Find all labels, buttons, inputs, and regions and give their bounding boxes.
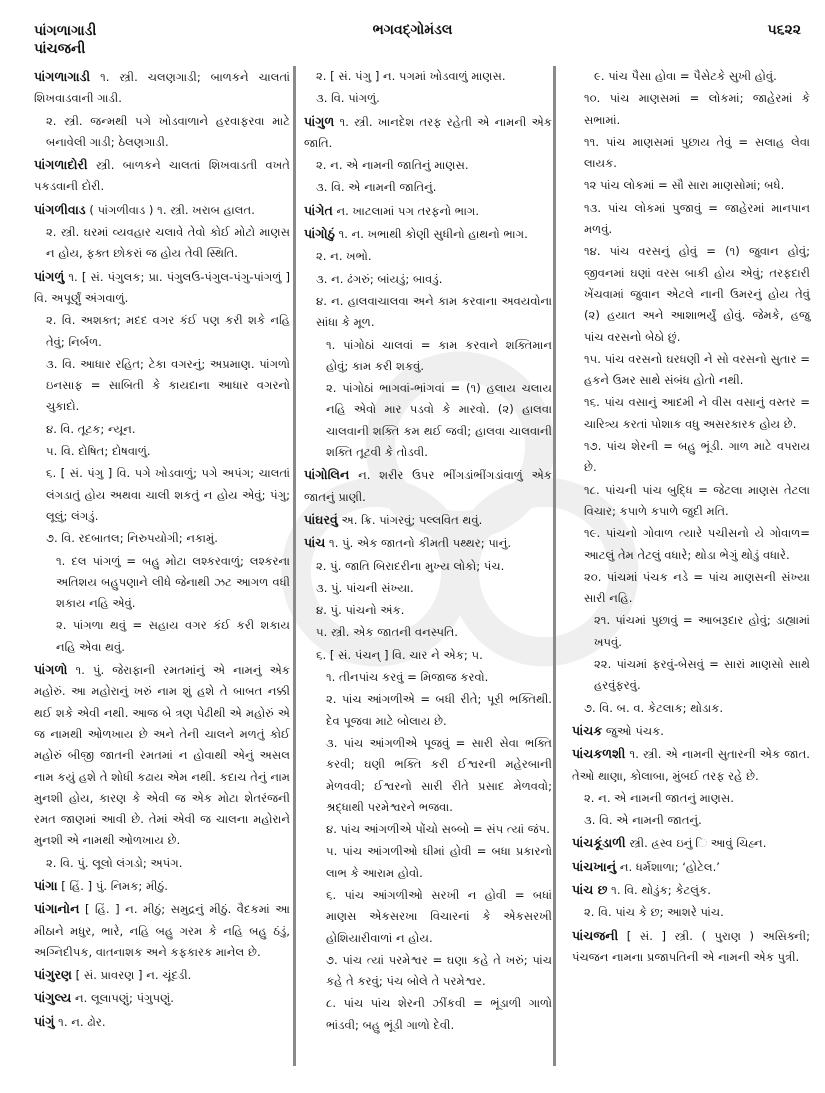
entry-sense [304, 950, 552, 993]
definition-text: ૨. વિ. પું. લૂલો લંગડો; અપંગ. [46, 855, 183, 870]
definition-text: ૧૭. પાંચ શેરની = બહુ ભૂંડી. ગાળ માટે વપરાય છે. [584, 439, 810, 475]
page-header [0, 22, 825, 62]
definition-text: ૯. પાંચ પૈસા હોવા = પૈસેટકે સુખી હોવું. [594, 69, 777, 83]
definition-text: ૧૨ પાંચ લોકમાં = સૌ સારા માણસોમાં; બધે. [584, 178, 785, 193]
definition-text: ૪. વિ. તૂટક; ન્યૂન. [46, 421, 136, 436]
definition-text: ૨. પાંગોઠાં ભાગવાં-ભાંગવાં = (૧) હલાય ચલાય નહિ એવો માર પડવો કે મારવો. (૨) હાલવા ચાલવાની શક્તિ કમ થઈ જવી; હાલવા ચાલવાની શક્તિ તૂટવી કે તોડવી. [326, 381, 552, 460]
entry-sense [304, 155, 552, 176]
definition-text: ૩. વિ. એ નામની જાતિનું. [316, 180, 437, 195]
entry-sense [572, 198, 810, 241]
entry-sense [304, 556, 552, 577]
book-title: ભગવદ્ગોમંડલ [372, 22, 453, 38]
entry-sense [572, 241, 810, 347]
definition-text: ૧. [ સં. પંગુલક; પ્રા. પંગુલઉ-પંગુલ-પંગુ-પાંગળું ] વિ. અપૂર્ણું અંગવાળું. [34, 269, 290, 305]
definition-text: ૫. સ્ત્રી. એક જાતની વનસ્પતિ. [316, 625, 458, 640]
entry-sense [304, 66, 552, 87]
dictionary-entry [304, 532, 552, 554]
entry-sense [304, 246, 552, 267]
entry-sense [304, 177, 552, 198]
entry-sense [572, 810, 810, 831]
definition-text: [ હિં. ] ન. મીઠું; સમુદ્રનું મીઠું. વૈદકમાં આ મીઠાને મધુર, ભારે, નહિ બહુ ગરમ કે નહિ બહુ ઠંડું, અગ્નિદીપક, વાતનાશક અને કફકારક માનેલ છે. [34, 902, 290, 959]
entry-sense [572, 788, 810, 809]
headword: પાંગાનોન [34, 901, 80, 917]
headword: પાંગળાદોરી [34, 157, 88, 173]
definition-text: ૧. વિ. થોડુંક; કેટલુંક. [607, 882, 711, 897]
entry-sense [304, 645, 552, 666]
headword: પાંગેત [304, 202, 333, 218]
headword: પાંચજની [572, 927, 619, 943]
entry-sense [34, 615, 290, 658]
headword: પાંગું [34, 1013, 55, 1029]
entry-sense [572, 480, 810, 523]
headword: પાંગોલિન [304, 467, 350, 483]
entry-sense [304, 600, 552, 621]
definition-text: ૬. પાંચ આંગળીઓ સરખી ન હોવી = બધાં માણસ એકસરખા વિચારનાં કે એકસરખી હોશિયારીવાળાં ન હોય. [326, 887, 552, 945]
definition-text: ૩. ન. ઢંગરું; બાંયડું; બાવડું. [316, 271, 443, 286]
definition-text: ૨. વિ. અશક્ત; મદદ વગર કંઈ પણ કરી શકે નહિ તેવું; નિર્બળ. [46, 313, 290, 349]
definition-text: ૩. પાંચ આંગળીએ પૂજવું = સારી સેવા ભક્તિ કરવી; ઘણી ભક્તિ કરી ઈશ્વરની મહેરબાની મેળવવી; ઈશ્વરનો સારી રીતે પ્રસાદ મેળવવો; શ્રદ્ધાથી પરમેશ્વરને ભજવા. [326, 735, 552, 814]
entry-sense [34, 419, 290, 440]
definition-text: ૧. પું. જેરાફાની રમતમાંનું એ નામનું એક મહોરું. આ મહોરાનું ખરું નામ શું હશે તે બાબત નક્કી થઈ શકે એવી નથી. આજ બે ત્રણ પેઢીથી એ મહોરું એ જ નામથી ઓળખાય છે અને તેની ચાલને મળતું કોઈ મહોરું બીજી જાતની રમતમાં ન હોવાથી એનું અસલ નામ કયું હશે તે શોધી કઢાય એમ નથી. કદાચ તેનું નામ મુનશી હોય, કારણ કે એવી જ એક મોટા શેતરંજની રમત જાણમાં આવી છે. તેમાં એવી જ ચાલના મહોરાને મુનશી એ નામથી ઓળખાય છે. [34, 663, 290, 848]
definition-text: સ્ત્રી. હ્રસ્વ ઇનું િ આવું ચિહ્ન. [625, 836, 767, 851]
dictionary-entry [34, 898, 290, 963]
entry-sense [572, 349, 810, 392]
definition-text: ૨. [ સં. પંગુ ] ન. પગમાં ખોડવાળું માણસ. [316, 69, 506, 83]
definition-text: ૨. પું. જાતિ બિરાદરીના મુખ્ય લોકો; પંચ. [316, 558, 505, 573]
entry-sense [34, 441, 290, 462]
definition-text: ૨૨. પાંચમાં ફરવું-બેસવું = સારાં માણસો સાથે હરવુંફરવું. [594, 657, 810, 693]
headword: પાંગળીવાડ [34, 201, 86, 217]
dictionary-entry [304, 223, 552, 245]
entry-sense [304, 335, 552, 378]
dictionary-entry [34, 266, 290, 310]
definition-text: ૧. પું. એક જાતનો કીમતી પથ્થર; પાનું. [325, 536, 512, 551]
definition-text: ૫. પાંચ આંગળીઓ ઘીમાં હોવી = બધા પ્રકારનો લાભ કે આરામ હોવો. [326, 844, 552, 880]
entry-sense [572, 175, 810, 196]
entry-sense [304, 841, 552, 884]
column-divider [553, 66, 556, 1066]
entry-sense [34, 853, 290, 874]
definition-text: ૪. ન. હાલવાચાલવા અને કામ કરવાના અવયવોના સાંધા કે મૂળ. [316, 293, 552, 330]
definition-text: [ સં. ] સ્ત્રી. ( પુરાણ ) અસિક્ની; પંચજન નામના પ્રજાપતિની એ નામની એક પુત્રી. [572, 928, 810, 964]
definition-text: ૧. સ્ત્રી. ખાનદેશ તરફ રહેતી એ નામની એક જાતિ. [304, 114, 552, 150]
entry-sense [304, 993, 552, 1036]
entry-sense [572, 698, 810, 719]
headword: પાંચ [304, 535, 326, 551]
definition-text: ૭. વિ. રદબાતલ; નિરુપયોગી; નકામું. [46, 531, 218, 546]
entry-sense [572, 567, 810, 610]
definition-text: ૨૧. પાંચમાં પુછાવું = આબરૂદાર હોવું; ડાહ્યામાં ખપવું. [594, 613, 810, 649]
definition-text: ૬. [ સં. પંચન્ ] વિ. ચાર ને એક; ૫. [316, 647, 483, 662]
headword: પાંચક [572, 722, 603, 738]
dictionary-entry [304, 200, 552, 222]
definition-text: ૧. સ્ત્રી. એ નામની સુતારની એક જાત. તેઓ થાણા, કોલાબા, મુંબઈ તરફ રહે છે. [572, 747, 810, 783]
dictionary-column-3 [572, 66, 810, 969]
headword: પાંચકૂંડાળી [572, 835, 626, 851]
definition-text: ન. ધર્મશાળા; ‘હોટેલ.’ [616, 859, 720, 874]
entry-sense [34, 310, 290, 353]
definition-text: જુઓ પંચક. [602, 723, 664, 738]
definition-text: ૧૪. પાંચ વરસનું હોવું = (૧) જુવાન હોવું; જીવનમાં ઘણાં વરસ બાકી હોય એવું; તરફદારી ખેંચવામાં જુવાન એટલે નાની ઉમરનું હોય તેવું (૨) હયાત અને આશાભર્યું હોવું. જેમકે, હજુ પાંચ વરસનો બેઠો છું. [584, 244, 810, 344]
dictionary-entry [572, 856, 810, 878]
definition-text: [ હિં. ] પું. નિમક; મીઠું. [57, 878, 168, 893]
headword: પાંગા [34, 877, 58, 893]
headword: પાંગળું [34, 268, 65, 284]
definition-text: ૩. વિ. આધાર રહિત; ટેકા વગરનું; અપ્રમાણ. પાંગળો ઇનસાફ = સાબિતી કે કાયદાના આધાર વગરનો ચુકાદો. [46, 356, 290, 414]
headword: પાંગુલ્ય [34, 990, 72, 1006]
entry-sense [572, 88, 810, 131]
headword: પાંચ છ [572, 881, 608, 897]
entry-sense [572, 654, 810, 697]
definition-text: ( પાંગળીવાડ ) ૧. સ્ત્રી. ખરાબ હાલત. [85, 202, 255, 217]
definition-text: ૨૦. પાંચમાં પંચક નડે = પાંચ માણસની સંખ્યા સારી નહિ. [584, 569, 810, 606]
entry-sense [304, 733, 552, 818]
dictionary-column-1 [34, 66, 290, 1034]
definition-text: સ્ત્રી. બાળકને ચાલતાં શિખવાડતી વખતે પકડવાની દોરી. [34, 158, 290, 194]
headword: પાંગુરણ [34, 967, 72, 983]
definition-text: ૭. વિ. બ. વ. કેટલાક; થોડાક. [584, 700, 724, 715]
dictionary-entry [304, 111, 552, 155]
entry-sense [572, 392, 810, 435]
dictionary-entry [34, 964, 290, 986]
dictionary-entry [34, 1011, 290, 1033]
entry-sense [34, 111, 290, 154]
dictionary-entry [572, 832, 810, 854]
definition-text: ૨. સ્ત્રી. ઘરમાં વ્યવહાર ચલાવે તેવો કોઈ મોટો માણસ ન હોય, ફક્ત છોકરાં જ હોય તેવી સ્થિતિ. [46, 225, 290, 261]
dictionary-entry [34, 66, 290, 110]
definition-text: ૪. પું. પાંચનો અંક. [316, 603, 405, 618]
definition-text: ૧. સ્ત્રી. ચલણગાડી; બાળકને ચાલતાં શિખવાડવાની ગાડી. [34, 70, 290, 106]
definition-text: ન. લૂલાપણું; પંગુપણું. [71, 991, 174, 1006]
page-number: ૫૬૨૨ [767, 22, 801, 38]
definition-text: ૬. [ સં. પંગુ ] વિ. પગે ખોડવાળું; પગે અપંગ; ચાલતાં લંગડાતું હોય અથવા ચાલી શકતું ન હોય એવું; પંગુ; લૂલું; લંગડું. [46, 466, 290, 523]
dictionary-entry [572, 879, 810, 901]
definition-text: ૧. પાંગોઠાં ચાલવાં = કામ કરવાને શક્તિમાન હોવું; કામ કરી શકવું. [326, 337, 552, 373]
definition-text: ૫. વિ. દોષિત; દોષવાળું. [46, 444, 151, 459]
definition-text: ૨. પાંચ આંગળીએ = બધી રીતે; પૂરી ભક્તિથી. દેવ પૂજવા માટે બોલાય છે. [326, 692, 552, 728]
entry-sense [572, 132, 810, 175]
entry-sense [34, 354, 290, 418]
definition-text: ૧૯. પાંચનો ગોવાળ ત્યારે પચીસનો યે ગોવાળ= આટલું તેમ તેટલું વધારે; થોડા ભેગું થોડું વધારે. [584, 526, 810, 562]
definition-text: ૨. પાંગળા થવું = સહાય વગર કંઈ કરી શકાય નહિ એવા થવું. [56, 618, 290, 654]
entry-sense [572, 902, 810, 923]
headword: પાંગુળ [304, 113, 335, 129]
entry-sense [572, 610, 810, 653]
entry-sense [304, 88, 552, 109]
definition-text: ૩. વિ. એ નામની જાતનું. [584, 813, 702, 828]
entry-sense [572, 66, 810, 87]
definition-text: ૩. પું. પાંચની સંખ્યા. [316, 580, 414, 595]
dictionary-entry [34, 199, 290, 221]
headword: પાંઘરવું [304, 511, 338, 527]
dictionary-entry [572, 743, 810, 787]
definition-text: ૧. ન. ખભાથી કોણી સુધીનો હાથનો ભાગ. [334, 227, 528, 242]
definition-text: ૧. ન. ઢોર. [54, 1014, 106, 1029]
dictionary-entry [34, 987, 290, 1009]
definition-text: ૨. ન. એ નામની જાતિનું માણસ. [316, 158, 469, 173]
definition-text: ૧૮. પાંચની પાંચ બુદ્ધિ = જેટલા માણસ તેટલા વિચાર; કપાળે કપાળે જુદી મતિ. [584, 482, 810, 518]
definition-text: ૪. પાંચ આંગળીએ પોંચો સબ્બો = સંપ ત્યાં જંપ. [326, 822, 550, 837]
entry-sense [572, 523, 810, 566]
definition-text: અ. ક્રિ. પાંગરવું; પલ્લવિત થવું. [337, 512, 483, 527]
dictionary-entry [34, 875, 290, 897]
definition-text: [ સં. પ્રાવરણ ] ન. ચૂંદડી. [71, 968, 192, 983]
definition-text: ૨. વિ. પાંચ કે છ; આશરે પાંચ. [584, 905, 724, 920]
dictionary-entry [304, 464, 552, 508]
headword: પાંચકળશી [572, 746, 626, 762]
definition-text: ૮. પાંચ પાંચ શેરની ઝીંકવી = ભૂંડાળી ગાળો ભાંડવી; બહુ ભૂંડી ગાળો દેવી. [326, 996, 552, 1032]
definition-text: ૧૬. પાંચ વસાનું આદમી ને વીસ વસાનું વસ્તર = ચારિત્ર્ય કરતાં પોશાક વધુ અસરકારક હોય છે. [584, 395, 810, 431]
entry-sense [304, 291, 552, 334]
entry-sense [304, 819, 552, 840]
definition-text: ૨. ન. ખભો. [316, 249, 372, 264]
entry-sense [304, 689, 552, 732]
dictionary-entry [572, 925, 810, 969]
entry-sense [304, 269, 552, 290]
entry-sense [34, 551, 290, 615]
entry-sense [304, 667, 552, 688]
entry-sense [304, 885, 552, 949]
entry-sense [34, 222, 290, 265]
entry-sense [304, 378, 552, 463]
entry-sense [304, 622, 552, 643]
headword: પાંગોઠું [304, 226, 335, 242]
headword: પાંગળો [34, 662, 68, 678]
definition-text: ૧. દલ પાંગળું = બહુ મોટા લશ્કરવાળું; લશ્કરના અતિશય બહુપણાને લીધે જેનાથી ઝટ આગળ વધી શકાય નહિ એવું. [56, 553, 290, 611]
headword: પાંગળાગાડી [34, 69, 91, 84]
entry-sense [572, 436, 810, 479]
definition-text: ન. ખાટલામાં પગ તરફનો ભાગ. [332, 203, 480, 218]
definition-text: ૧૧. પાંચ માણસમાં પુછાય તેવું = સલાહ લેવા લાયક. [584, 134, 810, 171]
definition-text: ન. શરીર ઉપર ભીંગડાંભીંગડાંવાળું એક જાતનું પ્રાણી. [304, 468, 552, 504]
dictionary-entry [572, 720, 810, 742]
guide-word-first: પાંગળાગાડી [34, 23, 97, 39]
dictionary-entry [34, 154, 290, 198]
entry-sense [34, 528, 290, 549]
dictionary-entry [34, 659, 290, 852]
dictionary-entry [304, 509, 552, 531]
definition-text: ૨. સ્ત્રી. જન્મથી પગે ખોડવાળાને હરવાફરવા માટે બનાવેલી ગાડી; ઠેલણગાડી. [46, 113, 290, 149]
dictionary-column-2 [304, 66, 552, 1037]
headword: પાંચખાનું [572, 858, 617, 874]
definition-text: ૧. તીનપાંચ કરવું = મિજાજ કરવો. [326, 670, 489, 685]
definition-text: ૧૦. પાંચ માણસમાં = લોકમાં; જાહેરમાં કે સભામાં. [584, 91, 810, 127]
column-divider [293, 66, 296, 1066]
entry-sense [34, 463, 290, 527]
definition-text: ૩. વિ. પાંગળું. [316, 91, 380, 106]
guide-word-last: પાંચજની [34, 41, 86, 57]
definition-text: ૧૩. પાંચ લોકમાં પુજાવું = જાહેરમાં માનપાન મળવું. [584, 200, 810, 237]
definition-text: ૧૫. પાંચ વરસનો ઘરધણી ને સો વરસનો સુતાર = હકને ઉમર સાથે સંબંધ હોતો નથી. [584, 351, 810, 388]
entry-sense [304, 578, 552, 599]
definition-text: ૨. ન. એ નામની જાતનું માણસ. [584, 790, 734, 805]
definition-text: ૭. પાંચ ત્યાં પરમેશ્વર = ઘણા કહે તે ખરું; પાંચ કહે તે કરવું; પંચ બોલે તે પરમેશ્વર. [326, 952, 552, 989]
